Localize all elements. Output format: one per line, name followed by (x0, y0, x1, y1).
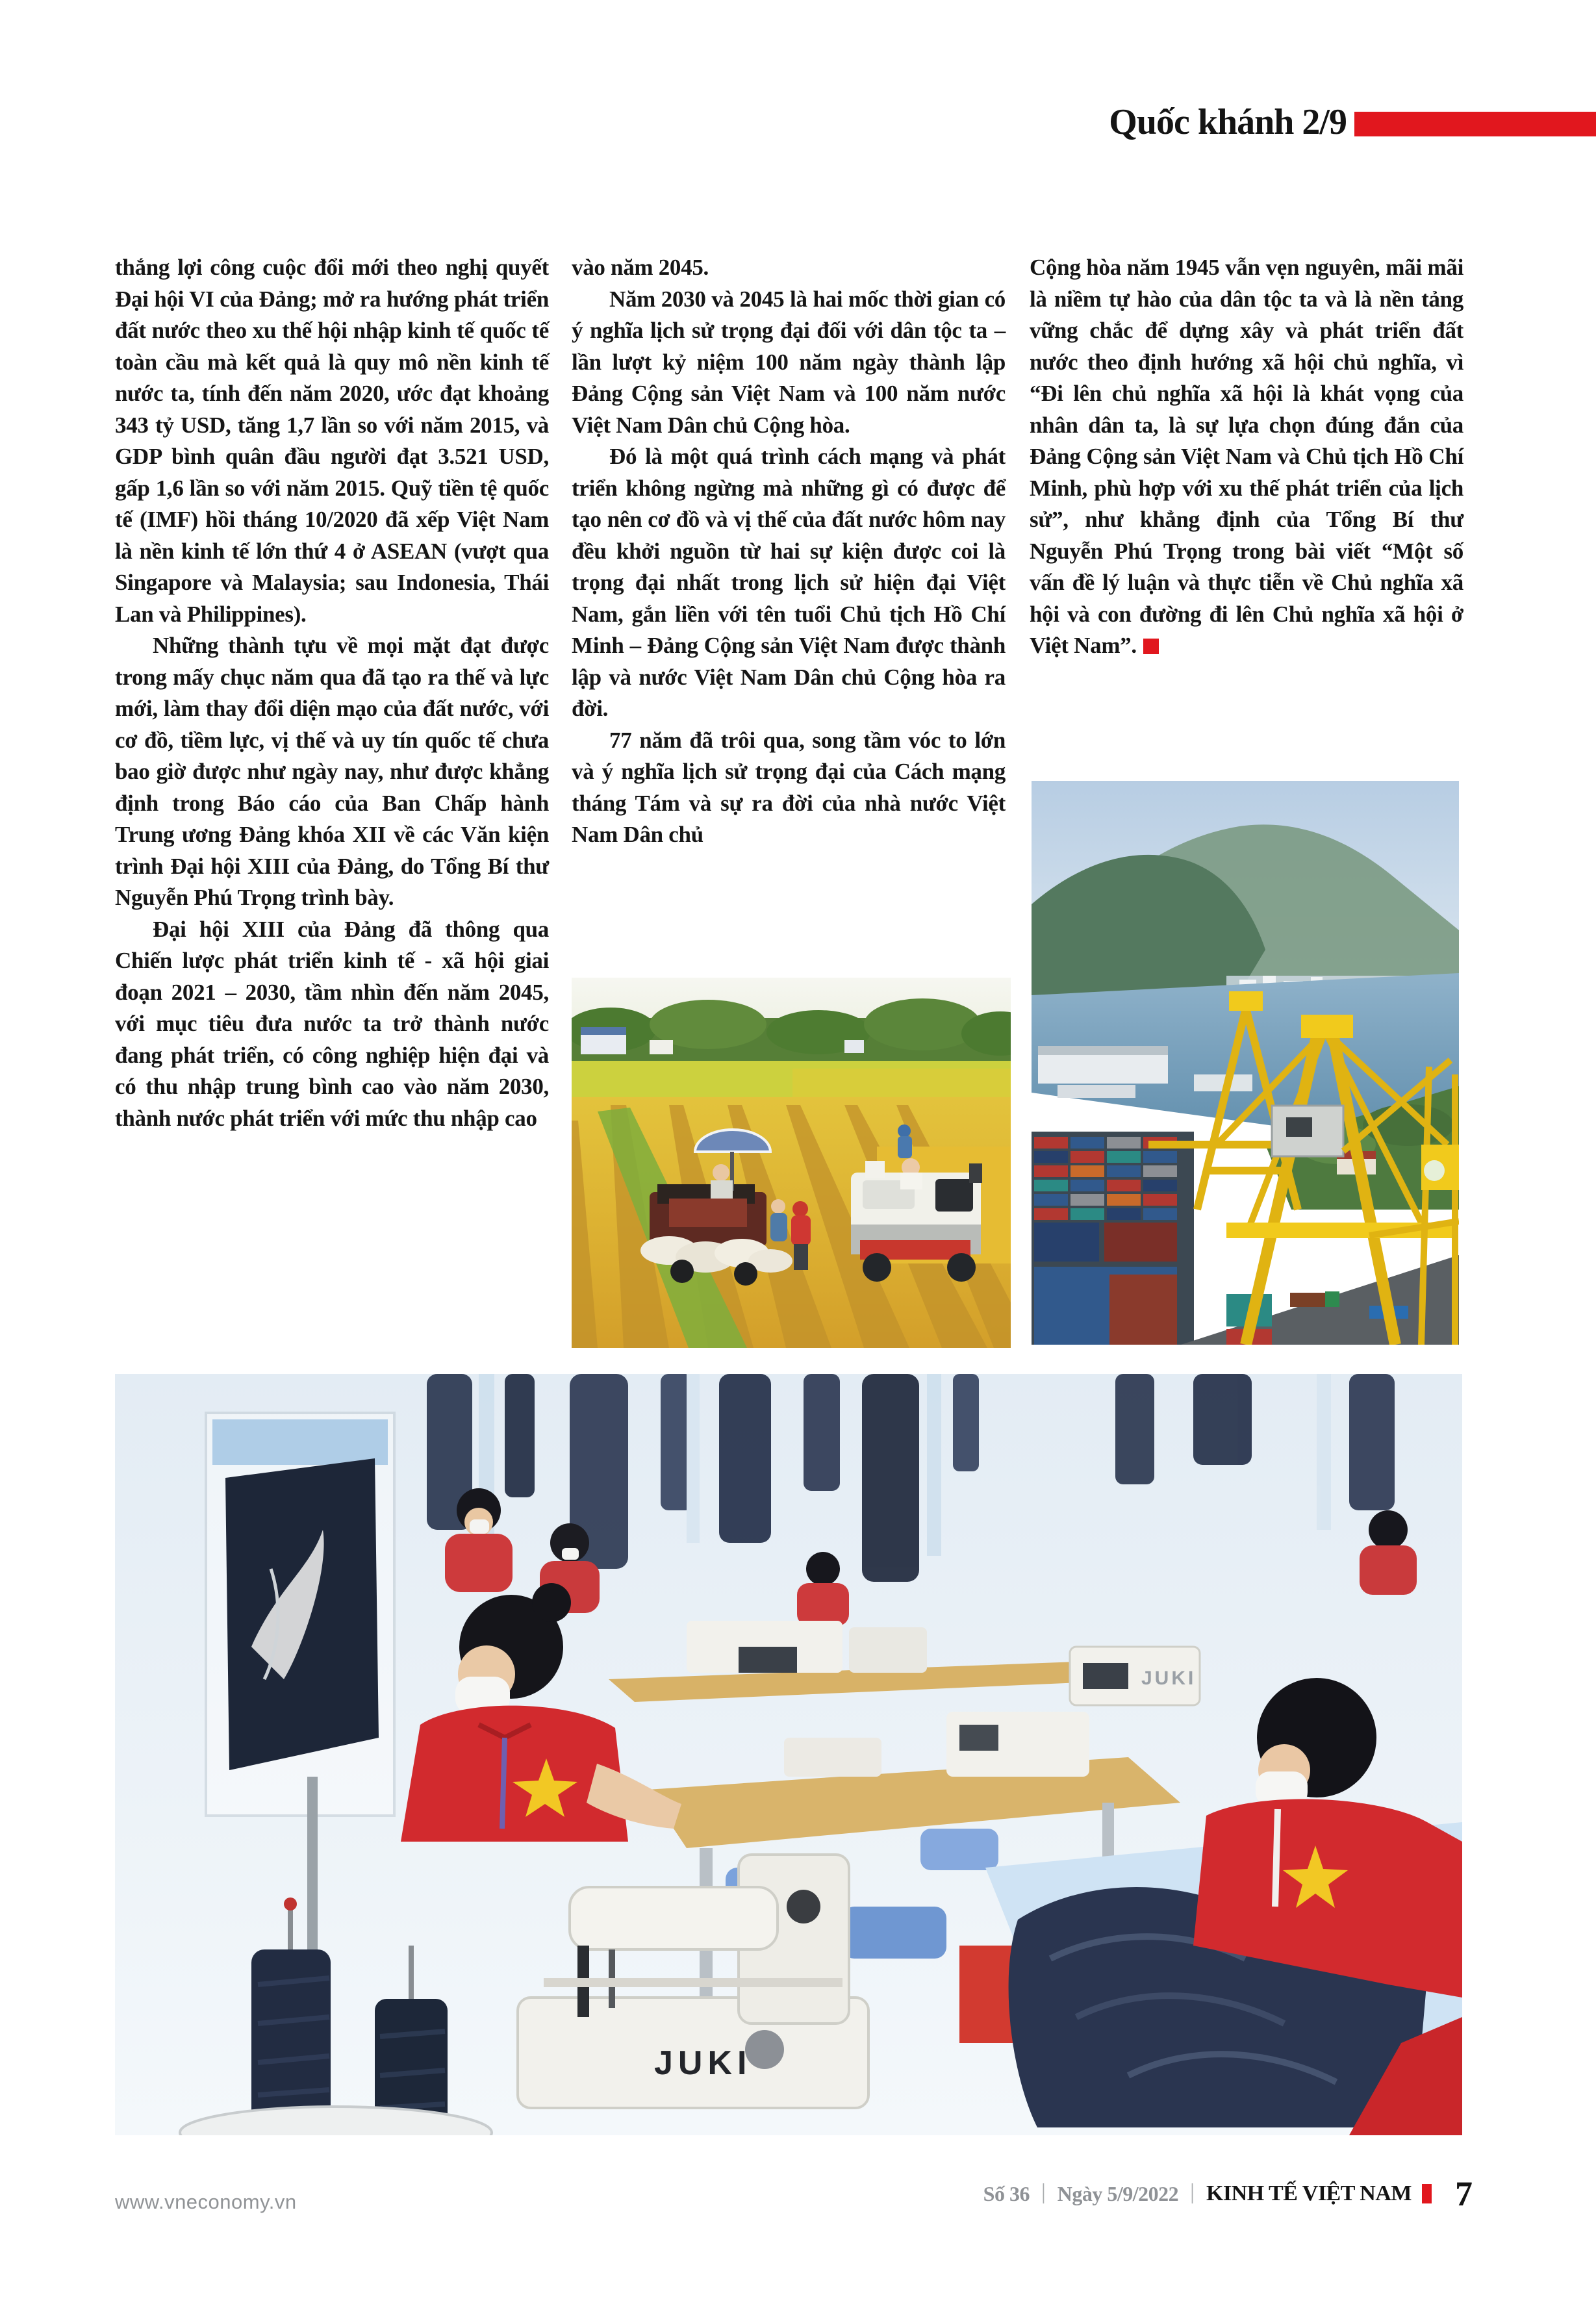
footer-divider: | (1190, 2180, 1195, 2204)
footer-issue-line (983, 2176, 1473, 2211)
paragraph: Đó là một quá trình cách mạng và phát triển không ngừng mà những gì có được để tạo nên cơ đồ và vị thế của đất nước hôm nay đều khởi nguồn từ hai sự kiện được coi là trọng đại nhất trong lịch sử hiện đại Việt Nam, gắn liền với tên tuổi Chủ tịch Hồ Chí Minh – Đảng Cộng sản Việt Nam được thành lập và nước Việt Nam Dân chủ Cộng hòa ra đời. (572, 444, 1006, 721)
far-right-machines (1070, 1647, 1200, 1705)
paragraph (1030, 252, 1463, 662)
section-title: Quốc khánh 2/9 (1109, 102, 1347, 142)
article-column-2 (572, 252, 1006, 851)
article-end-mark (1143, 639, 1159, 654)
footer-date: Ngày 5/9/2022 (1057, 2181, 1179, 2205)
paragraph: Năm 2030 và 2045 là hai mốc thời gian có ý nghĩa lịch sử trọng đại đối với dân tộc ta – lần lượt kỷ niệm 100 năm ngày thành lập Đảng Cộng sản Việt Nam và 100 năm nước Việt Nam Dân chủ Cộng hòa. (572, 286, 1006, 438)
sewing-machine-brand-label-small: JUKI (1141, 1668, 1197, 1689)
article-column-1 (115, 252, 549, 1134)
paragraph: vào năm 2045. (572, 255, 709, 280)
article-column-3 (1030, 252, 1463, 662)
footer-red-square (1422, 2184, 1432, 2203)
footer-publication-name: KINH TẾ VIỆT NAM (1206, 2181, 1412, 2205)
paragraph: thắng lợi công cuộc đổi mới theo nghị quyết Đại hội VI của Đảng; mở ra hướng phát triển đất nước theo xu thế hội nhập kinh tế quốc tế toàn cầu mà kết quả là quy mô nền kinh tế nước ta, tính đến năm 2020, ước đạt khoảng 343 tỷ USD, tăng 1,7 lần so với năm 2015, và GDP bình quân đầu người đạt 3.521 USD, gấp 1,6 lần so với năm 2015. Quỹ tiền tệ quốc tế (IMF) hồi tháng 10/2020 đã xếp Việt Nam là nền kinh tế lớn thứ 4 ở ASEAN (vượt qua Singapore và Malaysia; sau Indonesia, Thái Lan và Philippines). (115, 255, 549, 627)
paragraph-text: Cộng hòa năm 1945 vẫn vẹn nguyên, mãi mãi là niềm tự hào của dân tộc ta và là nền tảng vững chắc để dựng xây và phát triển đất nước theo định hướng xã hội chủ nghĩa, vì “Đi lên chủ nghĩa xã hội là khát vọng của nhân dân ta, là sự lựa chọn đúng đắn của Đảng Cộng sản Việt Nam và Chủ tịch Hồ Chí Minh, phù hợp với xu thế phát triển của lịch sử”, như khẳng định của Tổng Bí thư Nguyễn Phú Trọng trong bài viết “Một số vấn đề lý luận và thực tiễn về Chủ nghĩa xã hội và con đường đi lên Chủ nghĩa xã hội ở Việt Nam”. (1030, 255, 1463, 658)
footer-issue-number: Số 36 (983, 2181, 1030, 2205)
paragraph: Đại hội XIII của Đảng đã thông qua Chiến lược phát triển kinh tế - xã hội giai đoạn 2021 – 2030, tầm nhìn đến năm 2045, với mục tiêu đưa nước ta trở thành nước đang phát triển, có công nghiệp hiện đại và có thu nhập trung bình cao vào năm 2030, thành nước phát triển với mức thu nhập cao (115, 916, 549, 1131)
header-red-bar (1354, 112, 1596, 136)
section-header (1109, 104, 1596, 140)
paragraph: Những thành tựu về mọi mặt đạt được trong mấy chục năm qua đã tạo ra thế và lực mới, làm thay đổi diện mạo của đất nước, với cơ đồ, tiềm lực, vị thế và uy tín quốc tế chưa bao giờ được như ngày nay, như được khẳng định trong Báo cáo của Ban Chấp hành Trung ương Đảng khóa XII về các Văn kiện trình Đại hội XIII của Đảng, do Tổng Bí thư Nguyễn Phú Trọng trình bày. (115, 633, 549, 910)
container-stacks (1032, 1132, 1194, 1345)
footer-divider: | (1041, 2180, 1046, 2204)
footer-page-number: 7 (1455, 2174, 1473, 2213)
photo-container-port (1032, 781, 1459, 1345)
photo-rice-harvest (572, 978, 1011, 1348)
paragraph: 77 năm đã trôi qua, song tầm vóc to lớn và ý nghĩa lịch sử trọng đại của Cách mạng tháng Tám và sự ra đời của nhà nước Việt Nam Dân chủ (572, 727, 1006, 847)
photo-garment-factory (115, 1374, 1462, 2135)
sewing-machine-brand-label: JUKI (654, 2044, 752, 2082)
footer-website: www.vneconomy.vn (115, 2190, 297, 2213)
